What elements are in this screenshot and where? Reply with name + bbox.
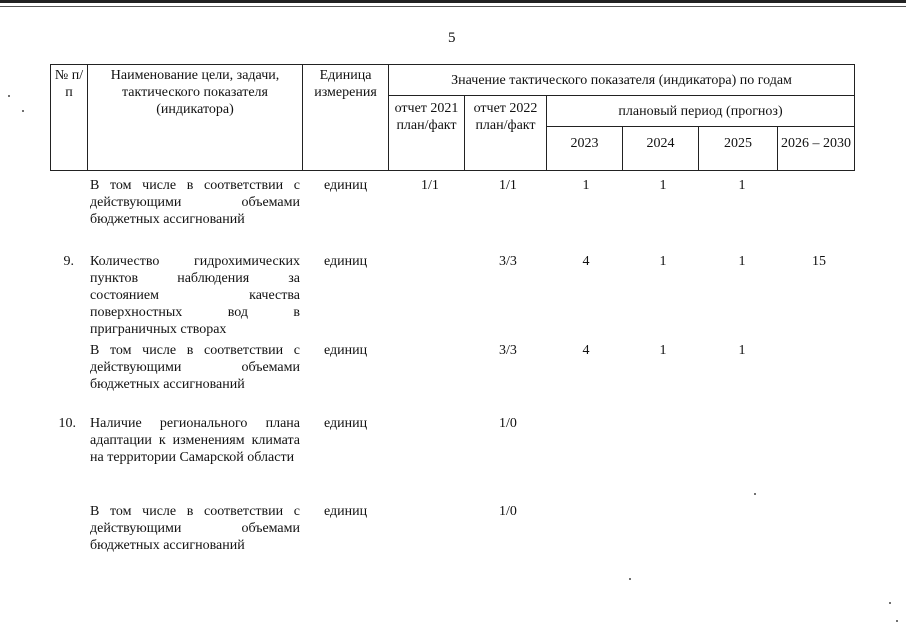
scan-speck — [629, 578, 631, 580]
scan-speck — [8, 95, 10, 97]
row-unit: единиц — [324, 416, 368, 431]
scan-speck — [889, 602, 891, 604]
row-report-2022: 1/0 — [499, 416, 517, 431]
row-unit: единиц — [324, 504, 368, 519]
row-2026-2030: 15 — [812, 254, 826, 269]
row-report-2021: 1/1 — [421, 178, 439, 193]
header-year-2024: 2024 — [623, 127, 699, 171]
row-2025: 1 — [738, 254, 746, 269]
row-unit: единиц — [324, 343, 368, 358]
row-name: В том числе в соответствии с действующими объемами бюджетных ассигнований — [90, 504, 300, 553]
table-header — [50, 64, 855, 171]
row-2023: 4 — [582, 254, 590, 269]
scan-speck — [896, 620, 898, 622]
row-2024: 1 — [659, 178, 667, 193]
row-2023: 1 — [582, 178, 590, 193]
row-2025: 1 — [738, 343, 746, 358]
row-name: Наличие регионального плана адаптации к изменениям климата на территории Самарской области — [90, 416, 300, 465]
scan-top-border-thin — [0, 6, 906, 7]
header-plan-period: плановый период (прогноз) — [547, 96, 855, 127]
row-unit: единиц — [324, 254, 368, 269]
scan-speck — [754, 493, 756, 495]
row-2024: 1 — [659, 254, 667, 269]
header-unit: Единица измерения — [303, 65, 389, 171]
row-unit: единиц — [324, 178, 368, 193]
row-name: В том числе в соответствии с действующими объемами бюджетных ассигнований — [90, 343, 300, 392]
row-report-2022: 1/1 — [499, 178, 517, 193]
row-2025: 1 — [738, 178, 746, 193]
header-report-2021: отчет 2021 план/факт — [389, 96, 465, 171]
header-year-2025: 2025 — [699, 127, 778, 171]
row-2023: 4 — [582, 343, 590, 358]
row-report-2022: 3/3 — [499, 343, 517, 358]
header-year-2023: 2023 — [547, 127, 623, 171]
header-num: № п/п — [51, 65, 88, 171]
header-name: Наименование цели, задачи, тактического показателя (индикатора) — [88, 65, 303, 171]
row-name: Количество гидрохимических пунктов наблюдения за состоянием качества поверхностных вод в приграничных створах — [90, 254, 300, 337]
row-2024: 1 — [659, 343, 667, 358]
header-year-2026-2030: 2026 – 2030 — [778, 127, 855, 171]
scan-speck — [22, 110, 24, 112]
header-values-title: Значение тактического показателя (индикатора) по годам — [389, 65, 855, 96]
page-number: 5 — [448, 30, 456, 46]
row-num: 10. — [58, 416, 76, 431]
row-name: В том числе в соответствии с действующими объемами бюджетных ассигнований — [90, 178, 300, 227]
row-report-2022: 3/3 — [499, 254, 517, 269]
row-num: 9. — [63, 254, 74, 269]
header-report-2022: отчет 2022 план/факт — [465, 96, 547, 171]
scan-top-border — [0, 0, 906, 3]
row-report-2022: 1/0 — [499, 504, 517, 519]
